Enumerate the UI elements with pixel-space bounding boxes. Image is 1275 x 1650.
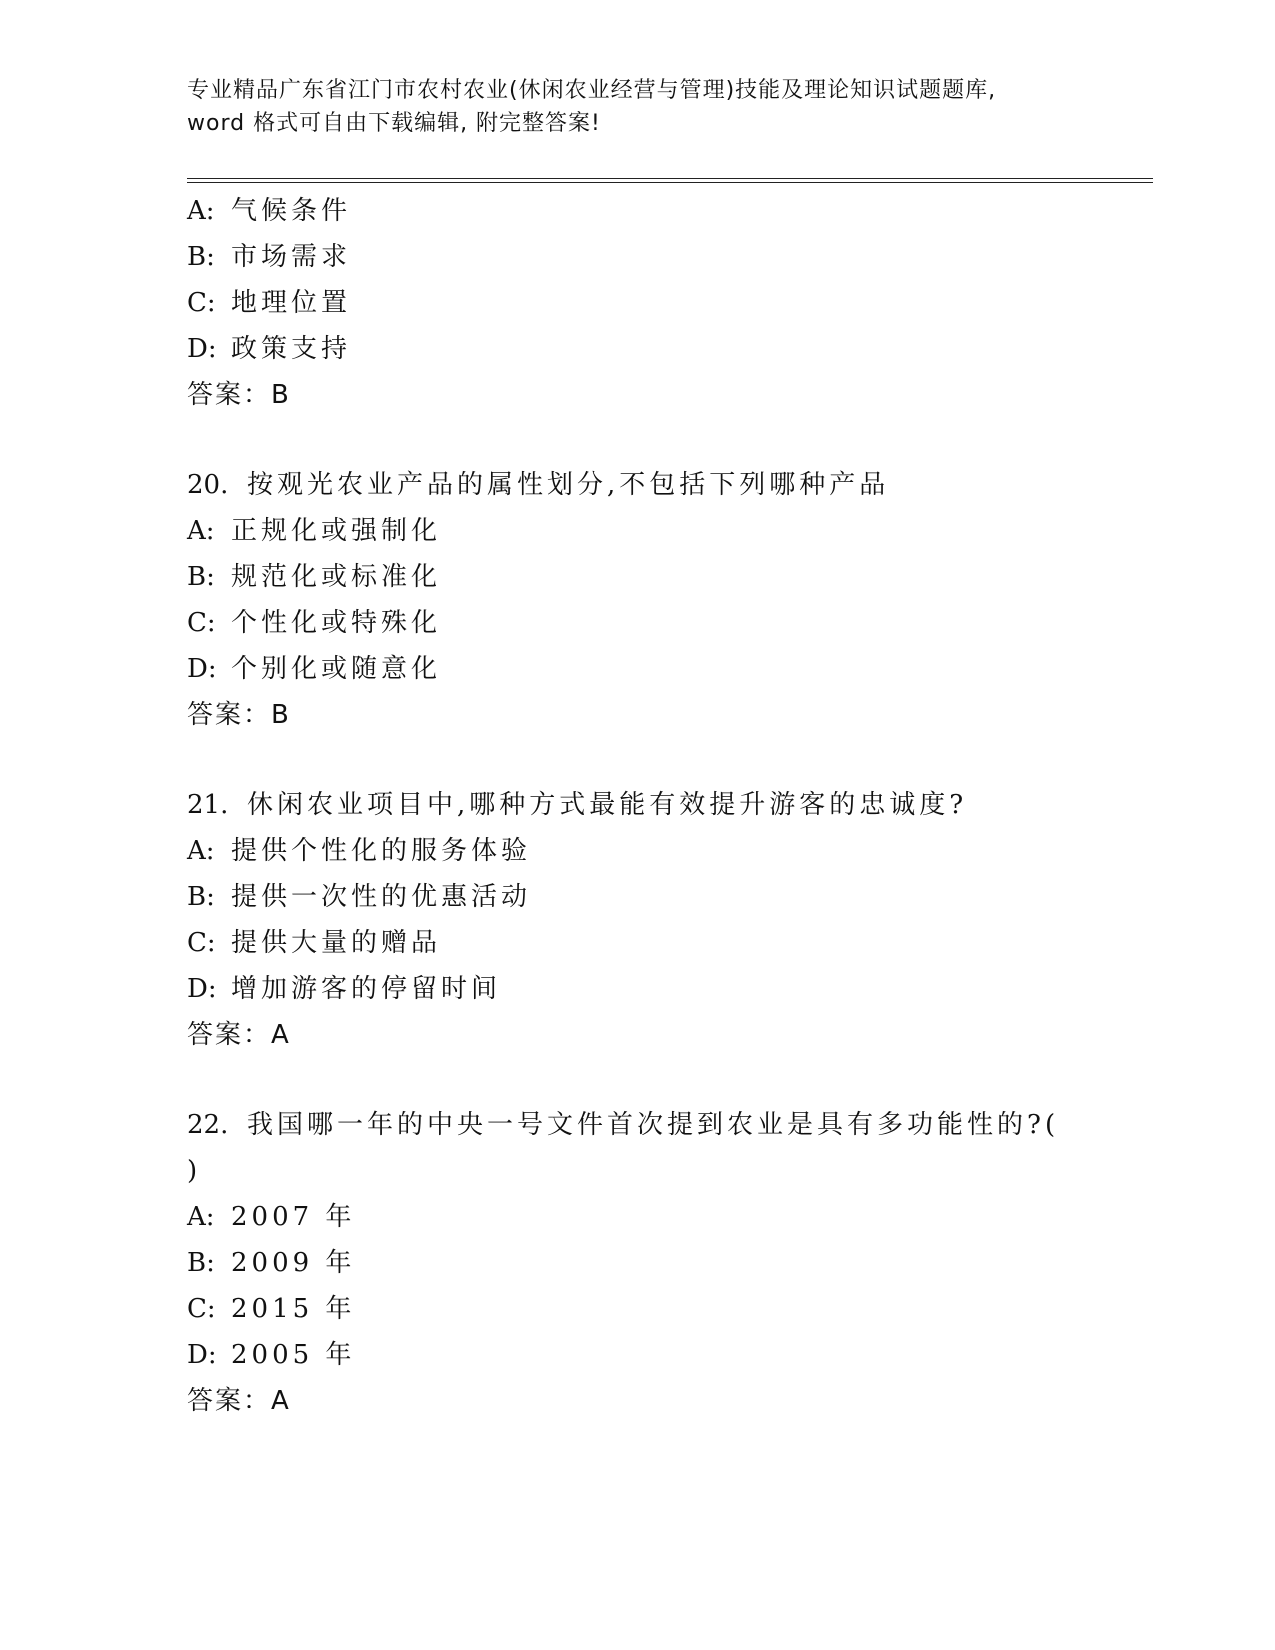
option-b: B: 规范化或标准化	[187, 562, 442, 592]
option-a: A: 提供个性化的服务体验	[187, 836, 532, 866]
answer-line: 答案：A	[187, 1386, 291, 1416]
page-header	[187, 74, 1087, 140]
header-divider	[187, 178, 1153, 183]
question-block	[187, 462, 1153, 738]
question-list	[187, 188, 1153, 1424]
option-b: B: 市场需求	[187, 242, 352, 272]
header-title-line-2: word 格式可自由下载编辑, 附完整答案!	[187, 111, 601, 136]
option-c: C: 个性化或特殊化	[187, 608, 442, 638]
option-a: A: 2007 年	[187, 1202, 356, 1232]
option-b: B: 提供一次性的优惠活动	[187, 882, 532, 912]
question-text-continued: )	[187, 1156, 202, 1186]
option-d: D: 个别化或随意化	[187, 654, 442, 684]
question-block	[187, 1102, 1153, 1424]
question-number: 20.	[187, 470, 229, 500]
question-text: 22. 我国哪一年的中央一号文件首次提到农业是具有多功能性的?(	[187, 1102, 1153, 1148]
option-c: C: 提供大量的赠品	[187, 928, 442, 958]
question-number: 21.	[187, 790, 229, 820]
question-number: 22.	[187, 1110, 229, 1140]
answer-line: 答案：A	[187, 1020, 291, 1050]
option-b: B: 2009 年	[187, 1248, 356, 1278]
option-a: A: 正规化或强制化	[187, 516, 442, 546]
option-a: A: 气候条件	[187, 196, 352, 226]
option-d: D: 2005 年	[187, 1340, 356, 1370]
answer-line: 答案：B	[187, 380, 291, 410]
question-block	[187, 782, 1153, 1058]
option-c: C: 地理位置	[187, 288, 352, 318]
question-text: 21. 休闲农业项目中,哪种方式最能有效提升游客的忠诚度?	[187, 782, 1153, 828]
answer-line: 答案：B	[187, 700, 291, 730]
option-d: D: 增加游客的停留时间	[187, 974, 502, 1004]
option-c: C: 2015 年	[187, 1294, 356, 1324]
option-d: D: 政策支持	[187, 334, 352, 364]
question-block	[187, 188, 1153, 418]
header-title-line-1: 专业精品广东省江门市农村农业(休闲农业经营与管理)技能及理论知识试题题库,	[187, 78, 997, 103]
question-text: 20. 按观光农业产品的属性划分,不包括下列哪种产品	[187, 462, 1153, 508]
